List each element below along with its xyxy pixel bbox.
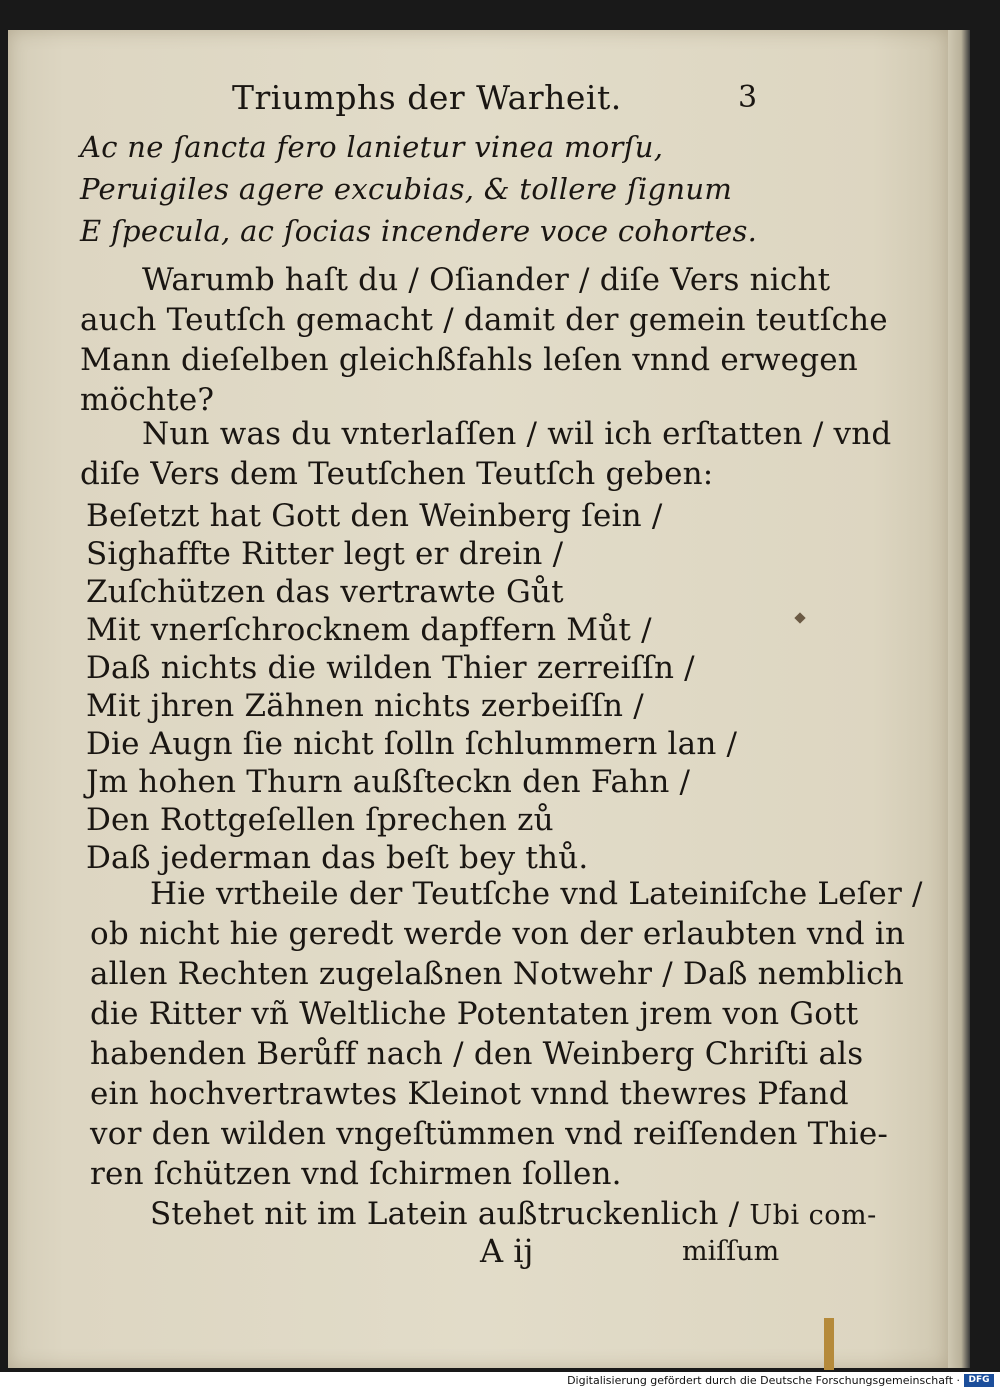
paragraph-3-line-1: Hie vrtheile der Teutſche vnd Lateiniſche Leſer / — [150, 876, 923, 912]
verse-line-8: Jm hohen Thurn außſteckn den Fahn / — [86, 764, 691, 800]
paragraph-3-line-6: ein hochvertrawtes Kleinot vnnd thewres Pfand — [90, 1076, 849, 1112]
verse-line-9: Den Rottgeſellen ſprechen zů — [86, 802, 554, 838]
paragraph-3-line-3: allen Rechten zugelaßnen Notwehr / Daß nemblich — [90, 956, 904, 992]
paragraph-2-line-2: diſe Vers dem Teutſchen Teutſch geben: — [80, 456, 714, 492]
folio-number: 3 — [738, 80, 758, 115]
verse-line-5: Daß nichts die wilden Thier zerreiſſn / — [86, 650, 695, 686]
latin-line-1: Ac ne ſancta fero lanietur vinea morſu, — [80, 130, 664, 164]
paragraph-3-line-4: die Ritter vñ Weltliche Potentaten jrem von Gott — [90, 996, 859, 1032]
paragraph-2-line-1: Nun was du vnterlaſſen / wil ich erſtatten / vnd — [142, 416, 892, 452]
verse-line-10: Daß jederman das beſt bey thů. — [86, 840, 589, 876]
paragraph-4-line-1 — [150, 1196, 877, 1232]
paragraph-3-line-5: habenden Berůff nach / den Weinberg Chriſti als — [90, 1036, 864, 1072]
verse-line-2: Sighaffte Ritter legt er drein / — [86, 536, 564, 572]
paragraph-3-line-7: vor den wilden vngeſtümmen vnd reiſſenden Thie- — [90, 1116, 889, 1152]
footer-credit: Digitalisierung gefördert durch die Deutsche Forschungsgemeinschaft · — [567, 1374, 960, 1387]
running-head: Triumphs der Warheit. — [232, 78, 622, 117]
paragraph-3-line-8: ren ſchützen vnd ſchirmen ſollen. — [90, 1156, 622, 1192]
verse-line-7: Die Augn ſie nicht ſolln ſchlummern lan / — [86, 726, 738, 762]
paragraph-4-text: Stehet nit im Latein außtruckenlich / — [150, 1196, 740, 1232]
verse-line-6: Mit jhren Zähnen nichts zerbeiſſn / — [86, 688, 644, 724]
paragraph-4-latin: Ubi com- — [749, 1200, 877, 1231]
catchword: miſſum — [682, 1236, 780, 1267]
verse-line-1: Beſetzt hat Gott den Weinberg ſein / — [86, 498, 663, 534]
paragraph-1-line-3: Mann dieſelben gleichßfahls leſen vnnd erwegen — [80, 342, 858, 378]
page-edge — [948, 30, 970, 1368]
paragraph-3-line-2: ob nicht hie geredt werde von der erlaubten vnd in — [90, 916, 906, 952]
verse-line-4: Mit vnerſchrocknem dapffern Můt / — [86, 612, 652, 648]
paragraph-1-line-1: Warumb haſt du / Oſiander / diſe Vers nicht — [142, 262, 831, 298]
dfg-logo: DFG — [964, 1374, 994, 1387]
verse-line-3: Zuſchützen das vertrawte Gůt — [86, 574, 564, 610]
paragraph-1-line-4: möchte? — [80, 382, 215, 418]
latin-line-2: Peruigiles agere excubias, & tollere ſignum — [80, 172, 733, 206]
paragraph-1-line-2: auch Teutſch gemacht / damit der gemein teutſche — [80, 302, 888, 338]
signature-mark: A ij — [480, 1232, 534, 1270]
bookmark-ribbon — [824, 1318, 834, 1370]
latin-line-3: E ſpecula, ac ſocias incendere voce cohortes. — [80, 214, 758, 248]
